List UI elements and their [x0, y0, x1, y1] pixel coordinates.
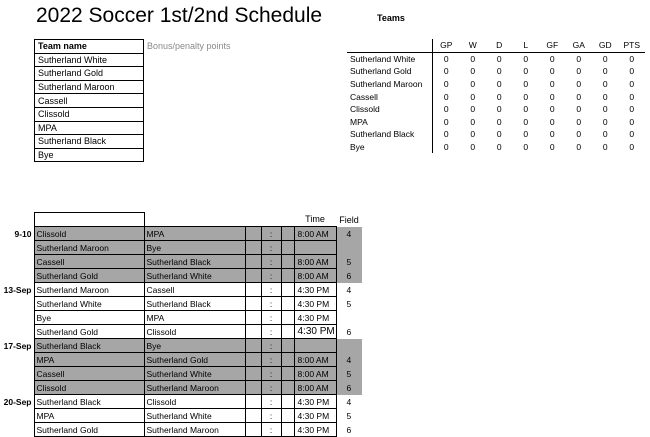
standings-value-cell[interactable]: 0 [629, 129, 635, 140]
standings-col-w: W [460, 39, 487, 52]
field-number [336, 339, 362, 353]
schedule-row [0, 395, 362, 409]
standings-value-cell[interactable]: 0 [576, 66, 582, 77]
standings-value-cell[interactable]: 0 [496, 104, 502, 115]
schedule-row [0, 409, 362, 423]
schedule-header-gap [261, 213, 281, 227]
field-number: 6 [346, 424, 352, 435]
standings-value-cell[interactable]: 0 [523, 53, 529, 64]
home-team-cell[interactable]: Cassell [34, 255, 144, 269]
away-score-cell[interactable] [281, 283, 294, 297]
standings-value-cell[interactable]: 0 [629, 104, 635, 115]
game-time-cell[interactable] [294, 339, 336, 353]
home-score-cell[interactable] [245, 297, 261, 311]
away-team-cell[interactable]: Sutherland Black [144, 297, 245, 311]
field-number [336, 241, 362, 255]
score-separator: : [261, 409, 281, 423]
schedule-header-row [0, 213, 362, 227]
home-team-cell[interactable]: Sutherland Maroon [34, 283, 144, 297]
game-time-cell[interactable]: 4:30 PM [294, 283, 336, 297]
standings-row [347, 52, 645, 65]
standings-value-cell[interactable]: 0 [496, 142, 502, 153]
standings-value-cell[interactable]: 0 [523, 66, 529, 77]
standings-value-cell[interactable]: 0 [470, 66, 476, 77]
game-date [0, 367, 34, 381]
bonus-points-cell[interactable] [144, 107, 232, 121]
away-score-cell[interactable] [281, 325, 294, 339]
bonus-points-cell[interactable] [144, 94, 232, 108]
team-list-row [35, 53, 232, 67]
standings-value-cell[interactable]: 0 [629, 66, 635, 77]
home-score-cell[interactable] [245, 409, 261, 423]
field-number: 5 [336, 255, 362, 269]
standings-value-cell[interactable]: 0 [523, 79, 529, 90]
standings-row [347, 78, 645, 91]
game-time-cell[interactable]: 4:30 PM [294, 311, 336, 325]
bonus-points-cell[interactable] [144, 135, 232, 149]
standings-team-name[interactable]: Sutherland Maroon [350, 79, 423, 90]
game-time-cell[interactable]: 4:30 PM [294, 423, 336, 437]
away-score-cell[interactable] [281, 395, 294, 409]
score-separator: : [261, 381, 281, 395]
home-score-cell[interactable] [245, 241, 261, 255]
standings-value-cell[interactable]: 0 [602, 79, 608, 90]
standings-team-name[interactable]: Sutherland Black [350, 129, 415, 140]
game-time-cell[interactable]: 4:30 PM [294, 409, 336, 423]
schedule-table [0, 212, 362, 437]
game-date: 17-Sep [3, 340, 32, 351]
away-team-cell[interactable]: Bye [144, 241, 245, 255]
standings-value-cell[interactable]: 0 [470, 116, 476, 127]
schedule-row [0, 255, 362, 269]
standings-value-cell[interactable]: 0 [576, 104, 582, 115]
standings-team-name[interactable]: Sutherland Gold [350, 66, 412, 77]
standings-row [347, 141, 645, 154]
standings-header-row [347, 39, 645, 52]
team-name-cell[interactable]: Sutherland White [35, 53, 144, 67]
standings-row [347, 65, 645, 78]
game-date [0, 423, 34, 437]
game-time-cell[interactable] [294, 241, 336, 255]
schedule-row [0, 423, 362, 437]
team-list-row [35, 107, 232, 121]
standings-col-gd: GD [592, 39, 619, 52]
schedule-row [0, 325, 362, 339]
standings-team-name[interactable]: Sutherland White [350, 53, 416, 64]
game-date: 13-Sep [3, 284, 32, 295]
field-number: 6 [336, 381, 362, 395]
away-score-cell[interactable] [281, 269, 294, 283]
game-time-cell[interactable]: 8:00 AM [294, 227, 336, 241]
standings-value-cell[interactable]: 0 [433, 128, 460, 141]
schedule-row [0, 311, 362, 325]
field-number: 5 [336, 367, 362, 381]
team-list-row [35, 135, 232, 149]
page-title: 2022 Soccer 1st/2nd Schedule [36, 4, 323, 27]
home-score-cell[interactable] [245, 269, 261, 283]
standings-value-cell[interactable]: 0 [576, 91, 582, 102]
away-score-cell[interactable] [281, 339, 294, 353]
field-number: 5 [346, 410, 352, 421]
team-name-cell[interactable]: Sutherland Black [35, 135, 144, 149]
schedule-row [0, 283, 362, 297]
away-score-cell[interactable] [281, 381, 294, 395]
home-team-cell[interactable]: Cassell [34, 367, 144, 381]
team-list-row [35, 121, 232, 135]
field-number: 4 [346, 284, 352, 295]
field-number [336, 311, 362, 325]
game-time-cell[interactable]: 8:00 AM [294, 367, 336, 381]
field-number: 5 [346, 298, 352, 309]
team-name-cell[interactable]: Sutherland Gold [35, 67, 144, 81]
away-team-cell[interactable]: Sutherland White [144, 367, 245, 381]
standings-col-l: L [513, 39, 540, 52]
standings-row [347, 128, 645, 141]
standings-value-cell[interactable]: 0 [576, 129, 582, 140]
home-score-cell[interactable] [245, 381, 261, 395]
standings-value-cell[interactable]: 0 [433, 78, 460, 91]
standings-value-cell[interactable]: 0 [523, 129, 529, 140]
game-date [0, 381, 34, 395]
standings-value-cell[interactable]: 0 [433, 52, 460, 65]
home-score-cell[interactable] [245, 255, 261, 269]
home-team-cell[interactable]: Clissold [34, 227, 144, 241]
standings-value-cell[interactable]: 0 [433, 90, 460, 103]
away-team-cell[interactable]: Sutherland Gold [144, 353, 245, 367]
team-list-row [35, 67, 232, 81]
standings-value-cell[interactable]: 0 [602, 142, 608, 153]
standings-value-cell[interactable]: 0 [470, 91, 476, 102]
away-score-cell[interactable] [281, 297, 294, 311]
team-name-cell[interactable]: Cassell [35, 94, 144, 108]
game-date [0, 255, 34, 269]
standings-value-cell[interactable]: 0 [576, 116, 582, 127]
standings-value-cell[interactable]: 0 [549, 91, 555, 102]
schedule-row [0, 367, 362, 381]
standings-value-cell[interactable]: 0 [523, 116, 529, 127]
away-score-cell[interactable] [281, 311, 294, 325]
game-time-cell[interactable]: 4:30 PM [294, 325, 336, 339]
standings-value-cell[interactable]: 0 [470, 129, 476, 140]
bonus-points-cell[interactable] [144, 121, 232, 135]
home-team-cell[interactable]: Sutherland Black [34, 395, 144, 409]
team-list-header-row [35, 40, 232, 54]
field-number: 6 [336, 269, 362, 283]
home-score-cell[interactable] [245, 367, 261, 381]
score-separator: : [261, 269, 281, 283]
standings-team-name[interactable]: Clissold [350, 104, 380, 115]
schedule-header-team2[interactable] [144, 213, 245, 227]
standings-table [347, 39, 645, 153]
game-date: 9-10 [14, 228, 32, 239]
standings-value-cell[interactable]: 0 [576, 53, 582, 64]
standings-value-cell[interactable]: 0 [602, 66, 608, 77]
standings-value-cell[interactable]: 0 [629, 79, 635, 90]
schedule-row [0, 269, 362, 283]
game-time-cell[interactable]: 8:00 AM [294, 381, 336, 395]
team-name-cell[interactable]: Bye [35, 148, 144, 162]
game-time-cell[interactable]: 4:30 PM [294, 297, 336, 311]
score-separator: : [261, 367, 281, 381]
game-time-cell[interactable]: 8:00 AM [294, 255, 336, 269]
standings-team-name[interactable]: MPA [350, 116, 368, 127]
score-separator: : [261, 325, 281, 339]
standings-value-cell[interactable]: 0 [523, 91, 529, 102]
away-score-cell[interactable] [281, 227, 294, 241]
field-header: Field [339, 214, 359, 225]
score-separator: : [261, 241, 281, 255]
home-score-cell[interactable] [245, 423, 261, 437]
game-date [0, 297, 34, 311]
away-score-cell[interactable] [281, 423, 294, 437]
bonus-points-cell[interactable] [144, 148, 232, 162]
standings-value-cell[interactable]: 0 [602, 91, 608, 102]
game-time-cell[interactable]: 8:00 AM [294, 353, 336, 367]
game-time-cell[interactable]: 4:30 PM [294, 395, 336, 409]
standings-value-cell[interactable]: 0 [549, 53, 555, 64]
standings-col-pts: PTS [619, 39, 646, 52]
standings-value-cell[interactable]: 0 [496, 129, 502, 140]
schedule-row [0, 241, 362, 255]
standings-value-cell[interactable]: 0 [433, 116, 460, 129]
away-team-cell[interactable]: Sutherland Maroon [144, 423, 245, 437]
team-list-row [35, 94, 232, 108]
game-time-cell[interactable]: 8:00 AM [294, 269, 336, 283]
home-team-cell[interactable]: Sutherland Gold [34, 423, 144, 437]
away-team-cell[interactable]: Sutherland Black [144, 255, 245, 269]
standings-value-cell[interactable]: 0 [602, 116, 608, 127]
home-team-cell[interactable]: Sutherland Gold [34, 325, 144, 339]
standings-value-cell[interactable]: 0 [470, 53, 476, 64]
game-date [0, 409, 34, 423]
schedule-row [0, 297, 362, 311]
away-team-cell[interactable]: Bye [144, 339, 245, 353]
standings-value-cell[interactable]: 0 [496, 91, 502, 102]
team-list-row [35, 148, 232, 162]
home-score-cell[interactable] [245, 311, 261, 325]
score-separator: : [261, 353, 281, 367]
schedule-row [0, 227, 362, 241]
field-number: 4 [336, 227, 362, 241]
schedule-header-gap [281, 213, 294, 227]
away-score-cell[interactable] [281, 353, 294, 367]
standings-value-cell[interactable]: 0 [549, 129, 555, 140]
standings-team-header [347, 39, 433, 52]
time-header: Time [305, 214, 325, 225]
home-team-cell[interactable]: Sutherland Gold [34, 269, 144, 283]
schedule-row [0, 381, 362, 395]
standings-value-cell[interactable]: 0 [470, 142, 476, 153]
standings-caption: Teams [377, 13, 405, 23]
game-date: 20-Sep [3, 396, 32, 407]
score-separator: : [261, 339, 281, 353]
away-team-cell[interactable]: Sutherland White [144, 269, 245, 283]
home-team-cell[interactable]: Bye [34, 311, 144, 325]
away-team-cell[interactable]: Sutherland Maroon [144, 381, 245, 395]
standings-row [347, 90, 645, 103]
team-name-list [34, 39, 232, 162]
bonus-points-cell[interactable] [144, 67, 232, 81]
home-score-cell[interactable] [245, 227, 261, 241]
home-score-cell[interactable] [245, 325, 261, 339]
standings-value-cell[interactable]: 0 [576, 142, 582, 153]
home-score-cell[interactable] [245, 283, 261, 297]
away-team-cell[interactable]: MPA [144, 227, 245, 241]
schedule-header-blank [0, 213, 34, 227]
away-score-cell[interactable] [281, 409, 294, 423]
score-separator: : [261, 283, 281, 297]
standings-row [347, 103, 645, 116]
game-date [0, 241, 34, 255]
standings-value-cell[interactable]: 0 [523, 142, 529, 153]
standings-team-name[interactable]: Bye [350, 142, 365, 153]
standings-value-cell[interactable]: 0 [602, 53, 608, 64]
schedule-header-team1[interactable] [34, 213, 144, 227]
schedule-header-gap [245, 213, 261, 227]
standings-value-cell[interactable]: 0 [496, 116, 502, 127]
home-team-cell[interactable]: Sutherland Maroon [34, 241, 144, 255]
away-team-cell[interactable]: Clissold [144, 325, 245, 339]
standings-value-cell[interactable]: 0 [496, 66, 502, 77]
standings-value-cell[interactable]: 0 [496, 53, 502, 64]
team-name-header[interactable]: Team name [35, 40, 144, 54]
standings-value-cell[interactable]: 0 [629, 116, 635, 127]
standings-value-cell[interactable]: 0 [602, 129, 608, 140]
standings-value-cell[interactable]: 0 [433, 65, 460, 78]
standings-row [347, 116, 645, 129]
team-name-cell[interactable]: Sutherland Maroon [35, 80, 144, 94]
standings-col-gp: GP [433, 39, 460, 52]
standings-value-cell[interactable]: 0 [629, 91, 635, 102]
game-date [0, 269, 34, 283]
bonus-points-cell[interactable] [144, 53, 232, 67]
standings-value-cell[interactable]: 0 [470, 104, 476, 115]
team-list-row [35, 80, 232, 94]
standings-value-cell[interactable]: 0 [549, 66, 555, 77]
away-score-cell[interactable] [281, 255, 294, 269]
away-team-cell[interactable]: MPA [144, 311, 245, 325]
score-separator: : [261, 227, 281, 241]
standings-col-ga: GA [566, 39, 593, 52]
team-name-cell[interactable]: Clissold [35, 107, 144, 121]
away-score-cell[interactable] [281, 367, 294, 381]
away-team-cell[interactable]: Clissold [144, 395, 245, 409]
standings-value-cell[interactable]: 0 [433, 141, 460, 154]
away-team-cell[interactable]: Cassell [144, 283, 245, 297]
away-team-cell[interactable]: Sutherland White [144, 409, 245, 423]
standings-col-gf: GF [539, 39, 566, 52]
standings-value-cell[interactable]: 0 [629, 142, 635, 153]
game-date [0, 353, 34, 367]
standings-value-cell[interactable]: 0 [549, 79, 555, 90]
standings-value-cell[interactable]: 0 [470, 79, 476, 90]
standings-value-cell[interactable]: 0 [602, 104, 608, 115]
standings-team-name[interactable]: Cassell [350, 91, 378, 102]
bonus-points-cell[interactable] [144, 80, 232, 94]
home-team-cell[interactable]: Sutherland Black [34, 339, 144, 353]
game-date [0, 311, 34, 325]
home-team-cell[interactable]: MPA [34, 409, 144, 423]
standings-value-cell[interactable]: 0 [576, 79, 582, 90]
away-score-cell[interactable] [281, 241, 294, 255]
field-number: 4 [336, 353, 362, 367]
home-score-cell[interactable] [245, 353, 261, 367]
standings-value-cell[interactable]: 0 [496, 79, 502, 90]
score-separator: : [261, 423, 281, 437]
score-separator: : [261, 311, 281, 325]
field-number: 6 [346, 326, 352, 337]
score-separator: : [261, 297, 281, 311]
standings-value-cell[interactable]: 0 [433, 103, 460, 116]
field-number: 4 [346, 396, 352, 407]
score-separator: : [261, 255, 281, 269]
standings-value-cell[interactable]: 0 [549, 116, 555, 127]
score-separator: : [261, 395, 281, 409]
standings-value-cell[interactable]: 0 [549, 104, 555, 115]
standings-value-cell[interactable]: 0 [523, 104, 529, 115]
bonus-points-header[interactable]: Bonus/penalty points [147, 41, 231, 52]
home-team-cell[interactable]: Clissold [34, 381, 144, 395]
game-date [0, 325, 34, 339]
schedule-row [0, 353, 362, 367]
team-name-cell[interactable]: MPA [35, 121, 144, 135]
standings-value-cell[interactable]: 0 [549, 142, 555, 153]
standings-col-d: D [486, 39, 513, 52]
home-team-cell[interactable]: MPA [34, 353, 144, 367]
standings-value-cell[interactable]: 0 [629, 53, 635, 64]
schedule-row [0, 339, 362, 353]
home-score-cell[interactable] [245, 395, 261, 409]
home-score-cell[interactable] [245, 339, 261, 353]
home-team-cell[interactable]: Sutherland White [34, 297, 144, 311]
